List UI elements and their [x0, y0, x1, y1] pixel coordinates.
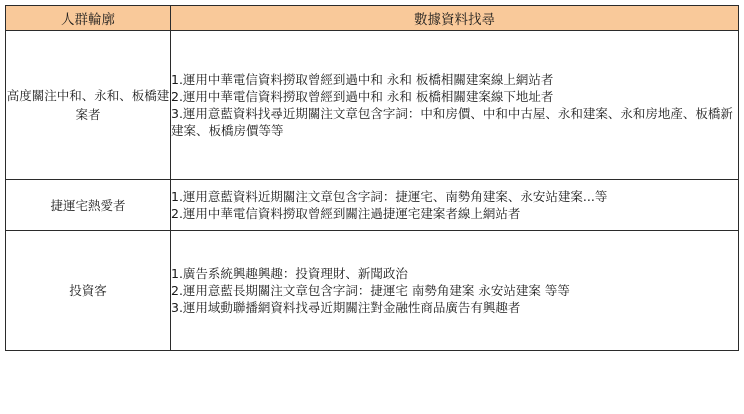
table-row: [6, 231, 739, 351]
source-item: 1.運用意藍資料近期關注文章包含字詞：捷運宅、南勢角建案、永安站建案...等: [171, 189, 608, 204]
audience-label: 高度關注中和、永和、板橋建案者: [6, 88, 170, 122]
sources-cell: [171, 180, 739, 231]
source-item: 2.運用意藍長期關注文章包含字詞：捷運宅 南勢角建案 永安站建案 等等: [171, 283, 570, 298]
header-data-sourcing: 數據資料找尋: [171, 6, 739, 31]
table-row: [6, 31, 739, 180]
source-item: 3.運用意藍資料找尋近期關注文章包含字詞：中和房價、中和中古屋、永和建案、永和房地產、板橋新建案、板橋房價等等: [171, 106, 733, 138]
audience-label: 投資客: [69, 283, 107, 298]
table-row: [6, 180, 739, 231]
source-item: 1.廣告系統興趣興趣：投資理財、新聞政治: [171, 266, 408, 281]
audience-cell: [6, 231, 171, 351]
source-item: 2.運用中華電信資料撈取曾經到關注過捷運宅建案者線上網站者: [171, 206, 521, 221]
header-audience-profile: 人群輪廓: [6, 6, 171, 31]
source-item: 3.運用域動聯播網資料找尋近期關注對金融性商品廣告有興趣者: [171, 300, 521, 315]
sources-cell: [171, 31, 739, 180]
sources-cell: [171, 231, 739, 351]
source-item: 1.運用中華電信資料撈取曾經到過中和 永和 板橋相關建案線上網站者: [171, 72, 554, 87]
audience-cell: [6, 180, 171, 231]
table-header-row: [6, 6, 739, 31]
audience-data-table: [5, 5, 739, 351]
audience-label: 捷運宅熱愛者: [50, 197, 126, 213]
source-item: 2.運用中華電信資料撈取曾經到過中和 永和 板橋相關建案線下地址者: [171, 89, 554, 104]
audience-cell: [6, 31, 171, 180]
